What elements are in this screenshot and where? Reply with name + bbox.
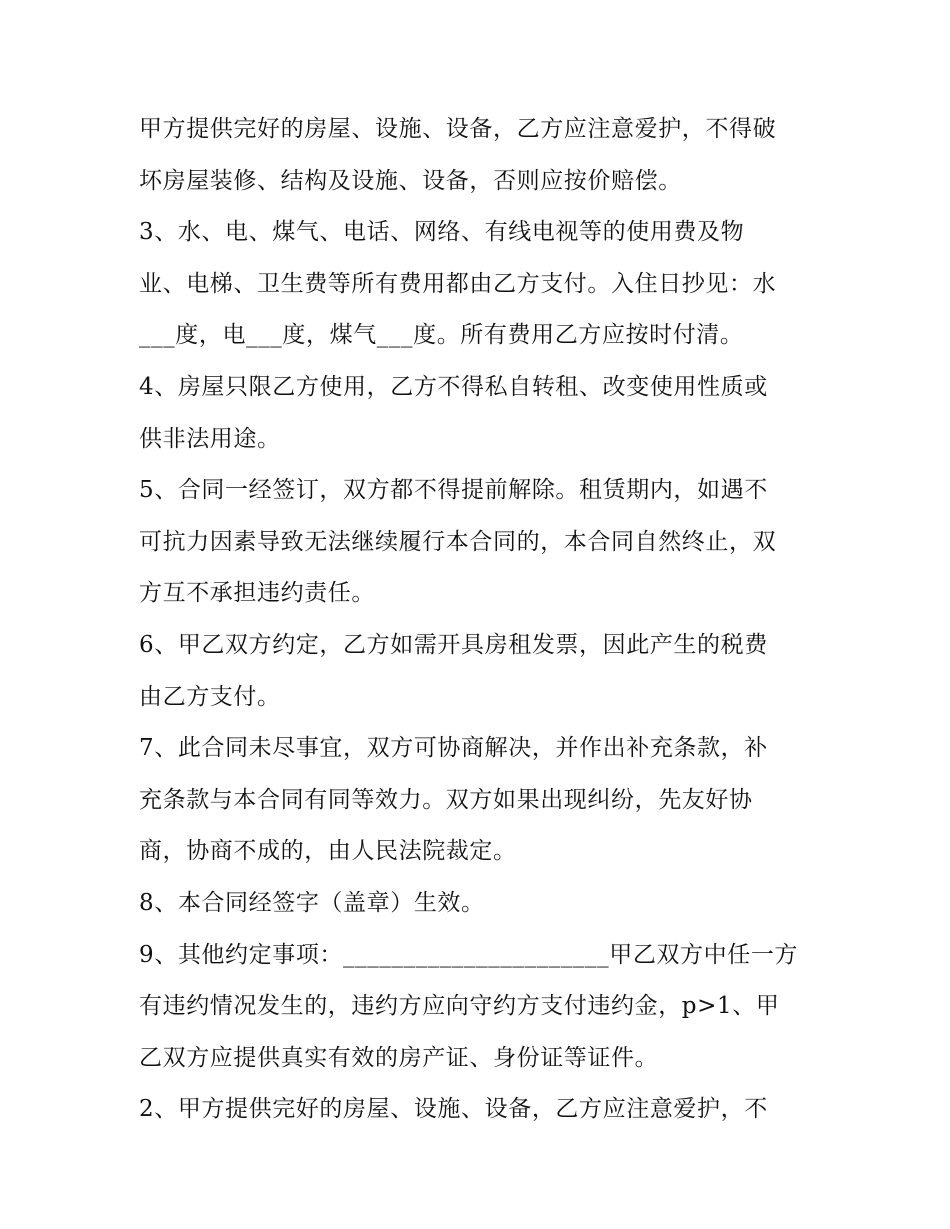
text-line: 3、水、电、煤气、电话、网络、有线电视等的使用费及物 — [139, 219, 745, 246]
text-line: 业、电梯、卫生费等所有费用都由乙方支付。入住日抄见：水 — [139, 270, 777, 297]
text-line: 9、其他约定事项：______________________甲乙双方中任一方 — [139, 941, 799, 968]
text-line: 4、房屋只限乙方使用，乙方不得私自转租、改变使用性质或 — [139, 373, 768, 400]
text-line: ___度，电___度，煤气___度。所有费用乙方应按时付清。 — [139, 322, 744, 349]
paragraph-facilities-care — [139, 104, 819, 207]
text-line: 坏房屋装修、结构及设施、设备，否则应按价赔偿。 — [139, 167, 682, 194]
text-line: 方互不承担违约责任。 — [139, 580, 375, 607]
text-line: 商，协商不成的，由人民法院裁定。 — [139, 838, 517, 865]
clause-6-invoice — [139, 620, 819, 723]
text-line: 供非法用途。 — [139, 425, 281, 452]
text-line: 乙双方应提供真实有效的房产证、身份证等证件。 — [139, 1044, 659, 1071]
text-line: 6、甲乙双方约定，乙方如需开具房租发票，因此产生的税费 — [139, 631, 768, 658]
text-line: 甲方提供完好的房屋、设施、设备，乙方应注意爱护，不得破 — [139, 116, 777, 142]
text-line: 由乙方支付。 — [139, 683, 281, 710]
text-line: 8、本合同经签字（盖章）生效。 — [139, 889, 485, 916]
clause-3-utilities — [139, 207, 819, 362]
clause-8-effective — [139, 878, 819, 930]
clause-5-termination — [139, 465, 819, 620]
text-line: 7、此合同未尽事宜，双方可协商解决，并作出补充条款，补 — [139, 735, 768, 762]
clause-4-usage — [139, 362, 819, 465]
text-line: 有违约情况发生的，违约方应向守约方支付违约金，p>1、甲 — [139, 993, 780, 1020]
clause-9-other-terms — [139, 930, 819, 1085]
text-line: 可抗力因素导致无法继续履行本合同的，本合同自然终止，双 — [139, 528, 777, 555]
document-body — [139, 104, 819, 1136]
clause-2-facilities — [139, 1084, 819, 1136]
text-line: 2、甲方提供完好的房屋、设施、设备，乙方应注意爱护，不 — [139, 1096, 768, 1123]
clause-7-disputes — [139, 723, 819, 878]
text-line: 充条款与本合同有同等效力。双方如果出现纠纷，先友好协 — [139, 786, 753, 813]
text-line: 5、合同一经签订，双方都不得提前解除。租赁期内，如遇不 — [139, 477, 768, 504]
